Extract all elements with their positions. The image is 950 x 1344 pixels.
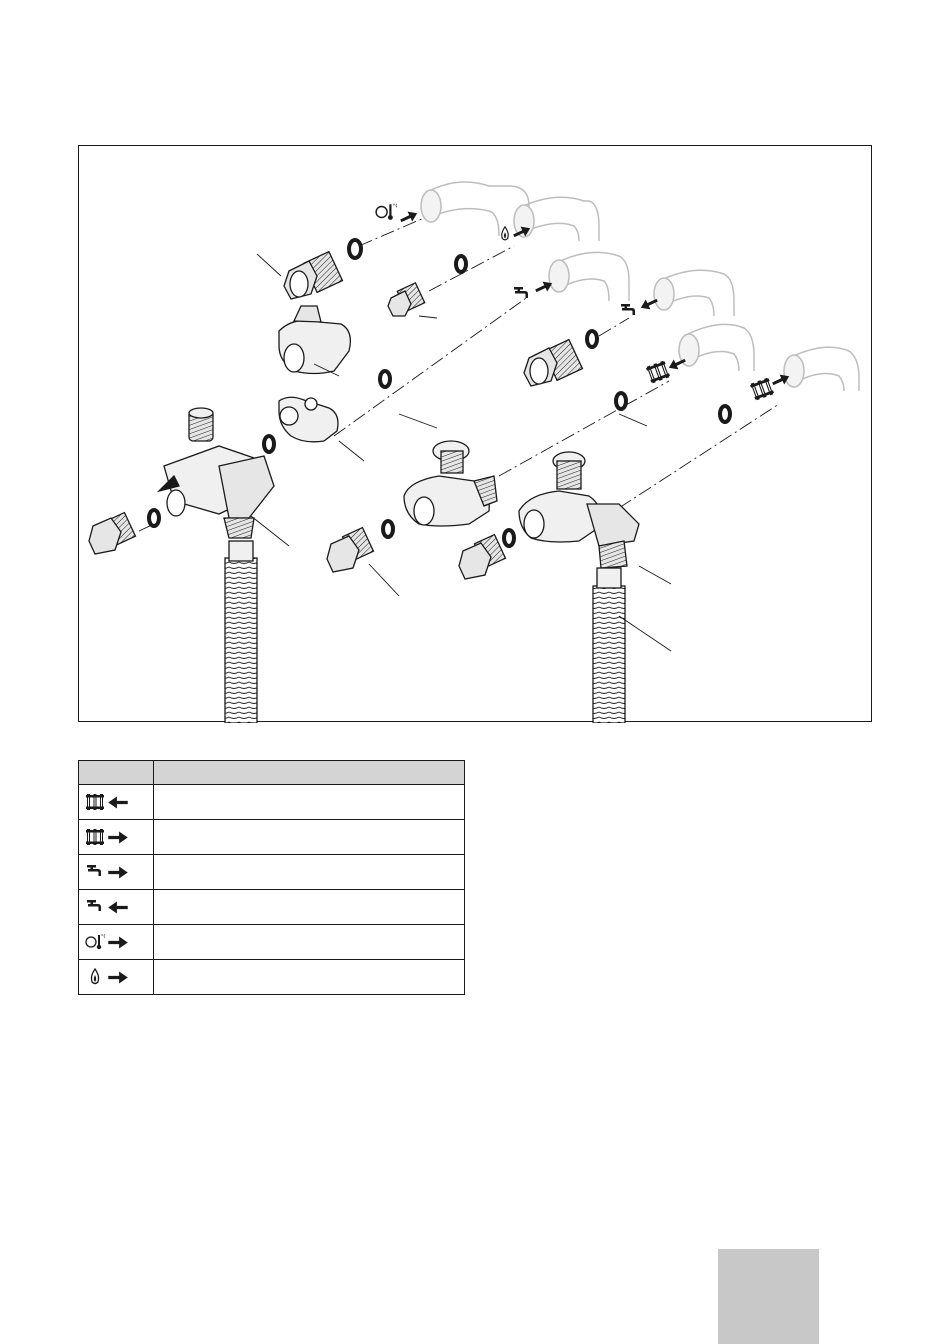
corrugated-hoses [225, 541, 625, 723]
radiator-icon [646, 360, 671, 383]
radiator-icon [750, 377, 775, 400]
seal-ring [587, 331, 597, 347]
legend-description-cell [154, 785, 465, 820]
seal-ring [149, 510, 159, 526]
legend-row [79, 890, 465, 925]
connection-legend-table [78, 760, 465, 995]
nipple-gas [327, 528, 373, 572]
nipple-gas-inlet [388, 283, 425, 316]
leader-line [257, 254, 281, 276]
seal-ring [380, 371, 390, 387]
legend-row [79, 785, 465, 820]
legend-row [79, 960, 465, 995]
leader-line [619, 414, 647, 426]
radiator-icon [85, 826, 135, 848]
legend-description-cell [154, 925, 465, 960]
seal-ring [616, 393, 626, 409]
legend-description-cell [154, 855, 465, 890]
legend-row [79, 855, 465, 890]
pipe-elbow-safety-outlet [421, 182, 529, 236]
safety-valve-assembly-right [519, 452, 639, 568]
tap-icon [85, 896, 135, 918]
hose-right [593, 586, 625, 723]
legend-symbol-cell [79, 855, 154, 890]
pipe-elbow-hot-water [549, 252, 629, 301]
radiator-icon [85, 791, 135, 813]
legend-row [79, 925, 465, 960]
seal-ring [504, 530, 514, 546]
tap-icon [514, 287, 528, 298]
arrow-right-icon [399, 208, 420, 226]
legend-description-cell [154, 820, 465, 855]
legend-description-cell [154, 960, 465, 995]
hose-right-sleeve [597, 568, 621, 588]
leader-line [369, 564, 399, 596]
arrow-right-icon [108, 867, 128, 879]
hose-left [225, 558, 257, 723]
arrow-right-icon [108, 832, 128, 844]
tap-icon [85, 861, 135, 883]
pipe-elbow-gas-inlet [514, 197, 599, 241]
thermometer-circle-icon [376, 204, 399, 220]
nipple-heating-return [89, 513, 135, 554]
arrow-left-icon [108, 797, 128, 809]
seal-ring [456, 256, 466, 272]
leader-line [419, 316, 437, 318]
legend-row [79, 820, 465, 855]
legend-header-description [154, 761, 465, 785]
pipe-elbow-cold-water [654, 270, 734, 316]
gas-isolation-valve [279, 306, 350, 374]
leader-line [639, 566, 671, 584]
marker-heating-flow [750, 371, 792, 400]
legend-symbol-cell [79, 890, 154, 925]
tap-icon [621, 304, 635, 315]
leader-line [399, 414, 437, 428]
leader-line [339, 441, 364, 461]
diagram-canvas [79, 146, 873, 723]
seal-ring [720, 406, 730, 422]
safety-valve-assembly-left [159, 408, 274, 538]
heating-flow-valve [279, 397, 338, 442]
flame-icon [502, 227, 508, 240]
shutoff-valve-center [404, 441, 497, 526]
leader-line [619, 616, 671, 651]
arrow-right-icon [108, 937, 128, 949]
legend-header-symbol [79, 761, 154, 785]
legend-symbol-cell [79, 960, 154, 995]
legend-description-cell [154, 890, 465, 925]
legend-symbol-cell [79, 820, 154, 855]
leader-line [251, 516, 289, 546]
hose-left-sleeve [229, 541, 253, 561]
nipple-cold-water [524, 340, 582, 386]
page-number-tab [718, 1249, 819, 1344]
legend-symbol-cell [79, 925, 154, 960]
arrow-left-icon [108, 902, 128, 914]
seal-ring [264, 436, 274, 452]
pipe-elbow-heating-flow [784, 347, 859, 391]
seal-ring [349, 240, 361, 258]
appliance-pipe-elbows [421, 182, 859, 391]
flame-icon [85, 966, 135, 988]
marker-hot-water [514, 278, 554, 298]
arrow-right-icon [108, 972, 128, 984]
nipple-safety-outlet [284, 252, 342, 299]
pipe-elbow-heating-return [679, 324, 754, 371]
nipple-cold [459, 535, 505, 579]
exploded-fitting-diagram [78, 145, 872, 722]
thermometer-circle-icon [85, 931, 135, 953]
legend-symbol-cell [79, 785, 154, 820]
connection-markers [376, 204, 791, 401]
legend-header-row [79, 761, 465, 785]
seal-ring [383, 521, 393, 537]
